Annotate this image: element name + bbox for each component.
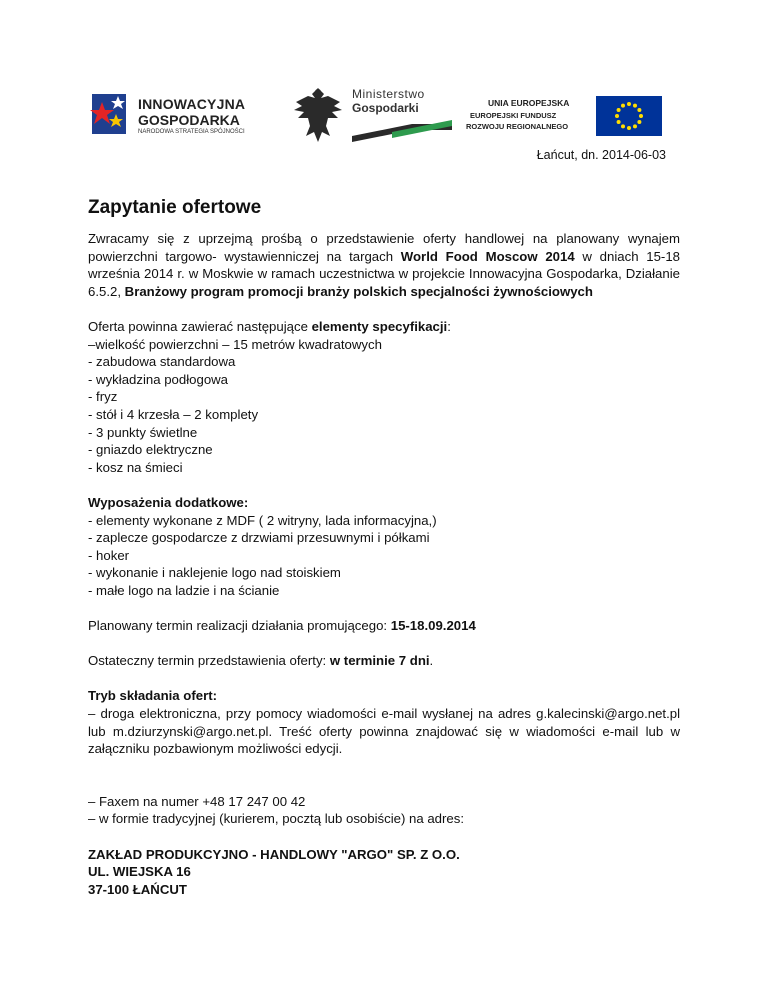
term-text: Planowany termin realizacji działania promującego:	[88, 618, 391, 634]
logo-ig-line3: NARODOWA STRATEGIA SPÓJNOŚCI	[138, 129, 245, 135]
spec-intro	[88, 318, 680, 336]
address-company: ZAKŁAD PRODUKCYJNO - HANDLOWY "ARGO" SP. Z O.O.	[88, 846, 460, 862]
submission-text: – droga elektroniczna, przy pomocy wiadomości e-mail wysłanej na adres g.kalecinski@argo.net.pl lub m.dziurzynski@argo.net.pl. Treść oferty powinna znajdować się w wiadomości e-mail lub w załączniku pozbawionym możliwości edycji.	[88, 706, 680, 757]
spec-item: - 3 punkty świetlne	[88, 424, 198, 440]
logo-ue-line1: UNIA EUROPEJSKA	[488, 98, 570, 108]
submission-heading-text: Tryb składania ofert:	[88, 688, 217, 704]
extras-heading	[88, 494, 680, 512]
intro-bold-program: Branżowy program promocji branży polskich specjalności żywnościowych	[124, 283, 593, 299]
deadline-line	[88, 652, 680, 670]
extras-item: - elementy wykonane z MDF ( 2 witryny, lada informacyjna,)	[88, 512, 437, 528]
extras-item: - zaplecze gospodarcze z drzwiami przesuwnymi i półkami	[88, 530, 430, 546]
deadline-period: .	[429, 653, 434, 669]
term-date: 15-18.09.2014	[390, 618, 476, 634]
eu-stars-icon	[596, 96, 662, 136]
logo-ig-line2: GOSPODARKA	[138, 112, 240, 128]
logo-ue-line3: ROZWOJU REGIONALNEGO	[466, 122, 569, 131]
innowacyjna-gospodarka-logo	[88, 84, 273, 146]
extras-item: - wykonanie i naklejenie logo nad stoiskiem	[88, 565, 341, 581]
eu-flag	[596, 96, 662, 136]
ministry-stripes-icon	[352, 118, 452, 142]
address-city: 37-100 ŁAŃCUT	[88, 881, 187, 897]
address-line2	[88, 863, 680, 881]
logo-ig-line1: INNOWACYJNA	[138, 96, 246, 112]
spec-text: Oferta powinna zawierać następujące	[88, 318, 312, 334]
page-title: Zapytanie ofertowe	[88, 197, 262, 218]
spec-item: - fryz	[88, 389, 118, 405]
intro-paragraph	[88, 230, 680, 300]
document-body	[88, 230, 680, 898]
spec-bold: elementy specyfikacji	[311, 318, 448, 334]
intro-text-1: Zwracamy się z uprzejmą prośbą o przedstawienie oferty handlowej na planowany wynajem powierzchni targowo- wystawienniczej na targach	[88, 231, 680, 264]
logo-ue-line2: EUROPEJSKI FUNDUSZ	[470, 111, 557, 120]
submission-post: – w formie tradycyjnej (kurierem, pocztą lub osobiście) na adres:	[88, 811, 464, 827]
header-logos	[88, 84, 668, 146]
spec-colon: :	[447, 318, 451, 334]
deadline-bold: w terminie 7 dni	[329, 653, 430, 669]
spec-item: - zabudowa standardowa	[88, 354, 236, 370]
submission-fax: – Faxem na numer +48 17 247 00 42	[88, 793, 306, 809]
spec-item: –wielkość powierzchni – 15 metrów kwadratowych	[88, 336, 382, 352]
deadline-text: Ostateczny termin przedstawienia oferty:	[88, 653, 330, 669]
term-line	[88, 617, 680, 635]
address-street: UL. WIEJSKA 16	[88, 864, 191, 880]
spec-item: - wykładzina podłogowa	[88, 371, 229, 387]
extras-item: - małe logo na ladzie i na ścianie	[88, 582, 280, 598]
document-date: Łańcut, dn. 2014-06-03	[536, 148, 666, 162]
intro-text-2: w dniach 15-18 września 2014 r. w Moskwie w ramach uczestnictwa w projekcie Innowacyjna Gospodarka, Działanie 6.5.2,	[88, 248, 680, 299]
extras-heading-text: Wyposażenia dodatkowe:	[88, 494, 249, 510]
intro-bold-event: World Food Moscow 2014	[400, 248, 575, 264]
logo-mg-line2: Gospodarki	[352, 101, 419, 115]
star-emblem-icon	[88, 84, 134, 144]
spec-item: - kosz na śmieci	[88, 459, 183, 475]
extras-item: - hoker	[88, 547, 130, 563]
eu-fund-logo	[466, 84, 666, 146]
logo-mg-line1: Ministerstwo	[352, 87, 425, 101]
spec-item: - stół i 4 krzesła – 2 komplety	[88, 406, 259, 422]
ministerstwo-gospodarki-logo	[288, 84, 453, 146]
address-line1	[88, 846, 680, 864]
address-line3	[88, 881, 680, 899]
submission-heading	[88, 687, 680, 705]
spec-item: - gniazdo elektryczne	[88, 442, 213, 458]
eagle-emblem-icon	[288, 84, 348, 146]
